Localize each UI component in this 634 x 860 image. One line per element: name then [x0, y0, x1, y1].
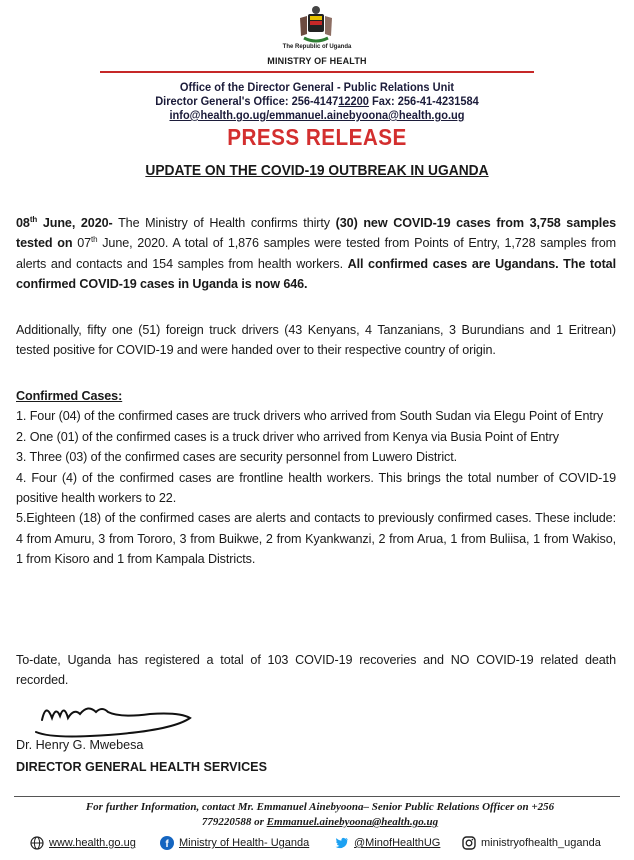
- dg-office-line: Director General's Office: 256-414712200 Fax: 256-41-4231584: [155, 94, 479, 108]
- list-item: 1. Four (04) of the confirmed cases are truck drivers who arrived from South Sudan via Elegu Point of Entry: [16, 409, 604, 424]
- republic-label: The Republic of Uganda: [282, 44, 352, 50]
- instagram-link[interactable]: ministryofhealth_uganda: [462, 836, 601, 850]
- contact-email-link[interactable]: Emmanuel.ainebyoona@health.go.ug: [266, 816, 439, 828]
- press-release-title: PRESS RELEASE: [227, 124, 407, 150]
- footer-links: [30, 834, 620, 854]
- handwritten-signature: [30, 688, 200, 744]
- twitter-link[interactable]: @MinofHealthUG: [335, 836, 440, 850]
- email-links[interactable]: info@health.go.ug/emmanuel.ainebyoona@health.go.ug: [169, 108, 465, 122]
- list-item: 2. One (01) of the confirmed cases is a truck driver who arrived from Kenya via Busia Point of Entry: [16, 429, 559, 444]
- update-title: UPDATE ON THE COVID-19 OUTBREAK IN UGANDA: [145, 162, 489, 179]
- website-link[interactable]: www.health.go.ug: [30, 836, 136, 850]
- list-item: 5.Eighteen (18) of the confirmed cases are alerts and contacts to previously confirmed cases. These include: 4 from Amuru, 3 from Tororo, 3 from Buikwe, 2 from Kyankwanzi, 2 from Arua, 1 from Buliisa, 1 from Wakiso, 1 from Kisoro and 1 from Kampala Districts.: [16, 511, 616, 567]
- ministry-label: MINISTRY OF HEALTH: [267, 56, 367, 66]
- facebook-link[interactable]: f Ministry of Health- Uganda: [160, 836, 309, 850]
- list-item: 4. Four (4) of the confirmed cases are frontline health workers. This brings the total number of COVID-19 positive health workers to 22.: [16, 470, 616, 506]
- uganda-coat-of-arms: [296, 4, 336, 46]
- signer-name: Dr. Henry G. Mwebesa: [16, 738, 144, 752]
- facebook-icon: [160, 836, 174, 850]
- globe-icon: [30, 836, 44, 850]
- confirmed-cases-list: [16, 386, 616, 570]
- paragraph-truck-drivers: Additionally, fifty one (51) foreign truck drivers (43 Kenyans, 4 Tanzanians, 3 Burundians and 1 Eritrean) tested positive for COVID-19 and were handed over to their respective country of origin.: [16, 323, 616, 358]
- footer-divider: [14, 796, 620, 797]
- paragraph-summary: 08th June, 2020- The Ministry of Health confirms thirty (30) new COVID-19 cases from 3,758 samples tested on 07th June, 2020. A total of 1,876 samples were tested from Points of Entry, 1,728 samples from alerts and contacts and 154 samples from health workers. All confirmed cases are Ugandans. The total confirmed COVID-19 cases in Uganda is now 646.: [16, 214, 617, 292]
- twitter-icon: [335, 836, 349, 850]
- contact-information: For further Information, contact Mr. Emmanuel Ainebyoona– Senior Public Relations Officer on +256 779220588 or Emmanuel.ainebyoona@health.go.ug: [85, 801, 555, 828]
- paragraph-recoveries: To-date, Uganda has registered a total of 103 COVID-19 recoveries and NO COVID-19 related death recorded.: [16, 653, 616, 688]
- list-item: 3. Three (03) of the confirmed cases are security personnel from Luwero District.: [16, 450, 458, 465]
- instagram-icon: [462, 836, 476, 850]
- header-divider: [100, 71, 534, 73]
- confirmed-cases-heading: Confirmed Cases:: [16, 389, 123, 403]
- office-line: Office of the Director General - Public Relations Unit: [179, 80, 455, 94]
- office-block: [25, 80, 608, 122]
- signer-title: DIRECTOR GENERAL HEALTH SERVICES: [16, 760, 267, 774]
- svg-text:f: f: [165, 839, 169, 850]
